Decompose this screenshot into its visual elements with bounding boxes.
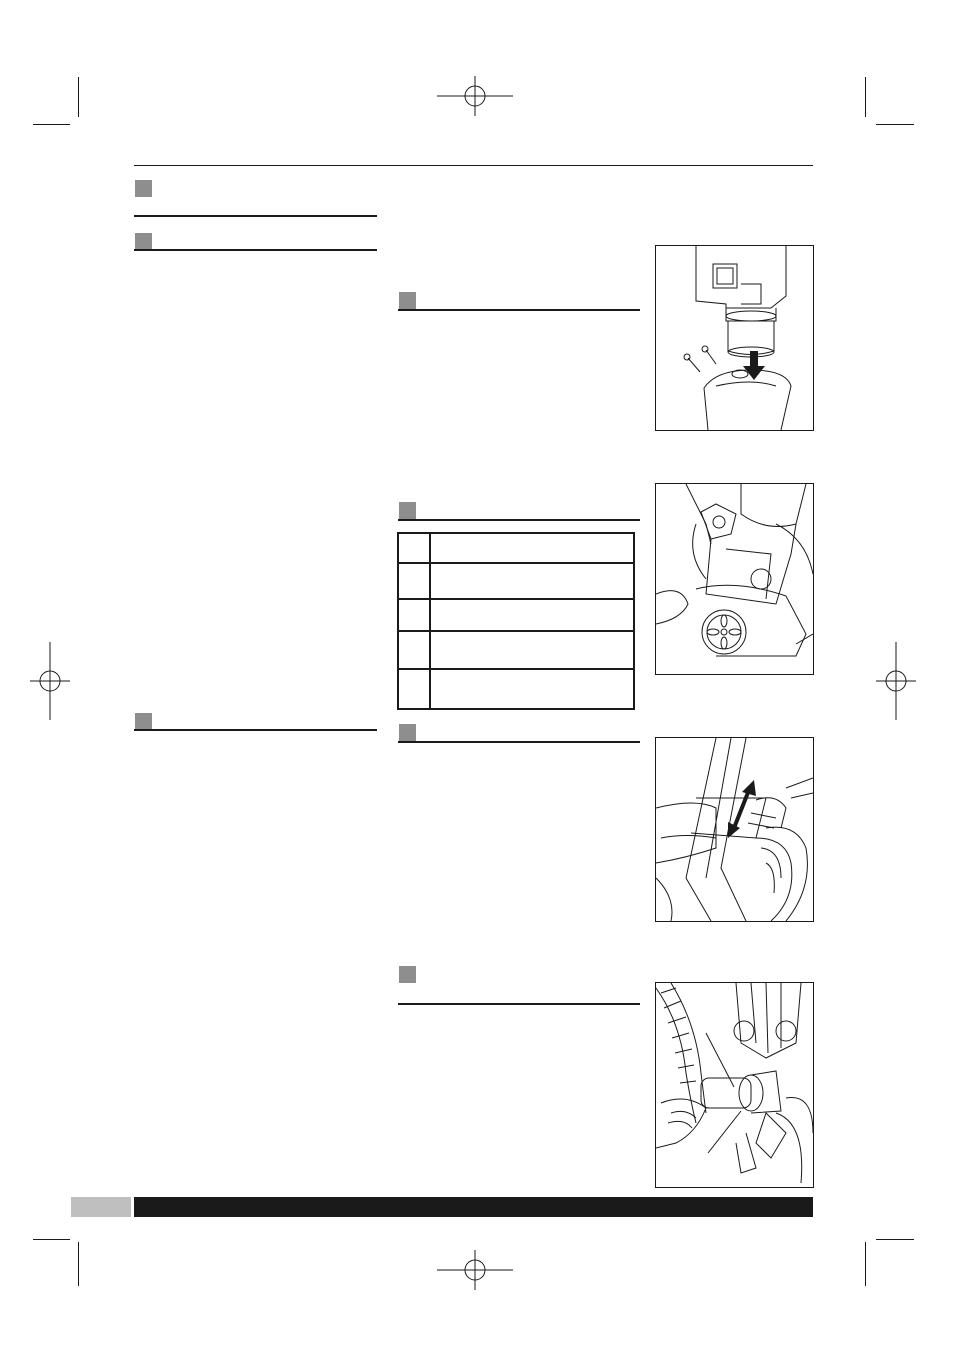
registration-mark-icon (437, 76, 513, 116)
section-marker-icon (399, 292, 416, 309)
table-key-cell (399, 600, 431, 632)
figure-3 (655, 737, 814, 922)
section-marker-icon (135, 233, 152, 250)
table-row (399, 532, 633, 562)
crop-mark (865, 1242, 866, 1286)
table-row (399, 562, 633, 600)
registration-mark-icon (437, 1250, 513, 1290)
section-rule (398, 1003, 640, 1005)
registration-mark-icon (30, 642, 70, 720)
section-marker-icon (399, 502, 416, 519)
crop-mark (33, 124, 70, 125)
hose-connect-illustration-icon (656, 983, 813, 1187)
mode-table (397, 532, 635, 710)
table-key-cell (399, 632, 431, 670)
figure-2 (655, 483, 814, 675)
section-rule (134, 249, 377, 251)
table-row (399, 630, 633, 670)
cord-release-illustration-icon (656, 738, 813, 921)
section-rule (398, 741, 640, 743)
table-key-cell (399, 532, 431, 562)
figure-1 (655, 245, 814, 431)
height-adjust-illustration-icon (656, 484, 813, 674)
section-rule (134, 729, 377, 731)
section-marker-icon (135, 713, 152, 730)
crop-mark (865, 77, 866, 117)
registration-mark-icon (876, 642, 916, 720)
handle-attach-illustration-icon (656, 246, 813, 430)
section-marker-icon (135, 180, 152, 197)
section-marker-icon (399, 724, 416, 741)
page-number-tab (71, 1197, 131, 1217)
crop-mark (876, 124, 914, 125)
crop-mark (33, 1239, 70, 1240)
section-rule (134, 215, 377, 217)
crop-mark (78, 77, 79, 117)
table-key-cell (399, 670, 431, 708)
crop-mark (78, 1242, 79, 1286)
figure-4 (655, 982, 814, 1188)
table-row (399, 668, 633, 708)
header-rule (134, 165, 813, 166)
footer-bar (134, 1197, 813, 1217)
table-key-cell (399, 564, 431, 600)
section-rule (398, 309, 640, 311)
section-rule (398, 519, 640, 521)
crop-mark (876, 1239, 914, 1240)
table-row (399, 598, 633, 632)
section-marker-icon (399, 966, 416, 983)
